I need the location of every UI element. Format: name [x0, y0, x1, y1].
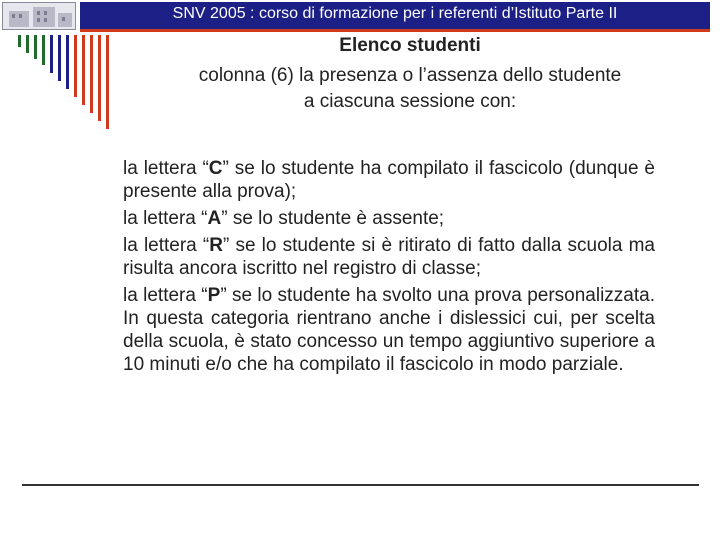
slide-subtitle-line: a ciascuna sessione con: — [303, 91, 517, 112]
institution-logo — [2, 2, 76, 30]
slide-subtitle-line: colonna (6) la presenza o l’assenza dello studente — [198, 65, 622, 86]
stripe-green — [34, 35, 37, 59]
header-title: SNV 2005 : corso di formazione per i referenti d’Istituto Parte II — [172, 5, 618, 22]
stripe-navy — [58, 35, 61, 81]
item-prefix: la lettera “ — [123, 285, 208, 306]
item-text: ” se lo studente si è ritirato di fatto dalla scuola ma risulta ancora iscritto nel registro di classe; — [123, 235, 656, 279]
stripe-green — [26, 35, 29, 53]
item-prefix: la lettera “ — [123, 158, 209, 179]
item-prefix: la lettera “ — [123, 208, 208, 229]
list-item — [123, 234, 655, 280]
item-prefix: la lettera “ — [123, 235, 210, 256]
decorative-stripes — [0, 35, 140, 145]
stripe-green — [42, 35, 45, 65]
bottom-divider — [22, 484, 699, 486]
item-letter: P — [207, 285, 221, 306]
stripe-green — [18, 35, 21, 47]
stripe-red — [106, 35, 109, 129]
stripe-navy — [50, 35, 53, 73]
list-item — [123, 284, 655, 376]
letter-code-list — [123, 157, 655, 380]
item-letter: C — [208, 158, 223, 179]
stripe-red — [98, 35, 101, 121]
item-text: ” se lo studente ha svolto una prova personalizzata. In questa categoria rientrano anche i dislessici cui, per scelta della scuola, è stato concesso un tempo aggiuntivo superiore a 10 minuti e/o che ha compilato il fascicolo in modo parziale. — [123, 285, 655, 375]
item-letter: R — [209, 235, 223, 256]
stripe-red — [90, 35, 93, 113]
slide-subtitle — [125, 63, 695, 115]
slide-title: Elenco studenti — [339, 35, 481, 56]
list-item — [123, 207, 655, 230]
stripe-red — [82, 35, 85, 105]
stripe-navy — [66, 35, 69, 89]
list-item — [123, 157, 655, 203]
header-bar — [80, 2, 710, 32]
item-text: ” se lo studente ha compilato il fascicolo (dunque è presente alla prova); — [123, 158, 655, 202]
item-letter: A — [207, 208, 222, 229]
stripe-red — [74, 35, 77, 97]
item-text: ” se lo studente è assente; — [221, 208, 445, 229]
